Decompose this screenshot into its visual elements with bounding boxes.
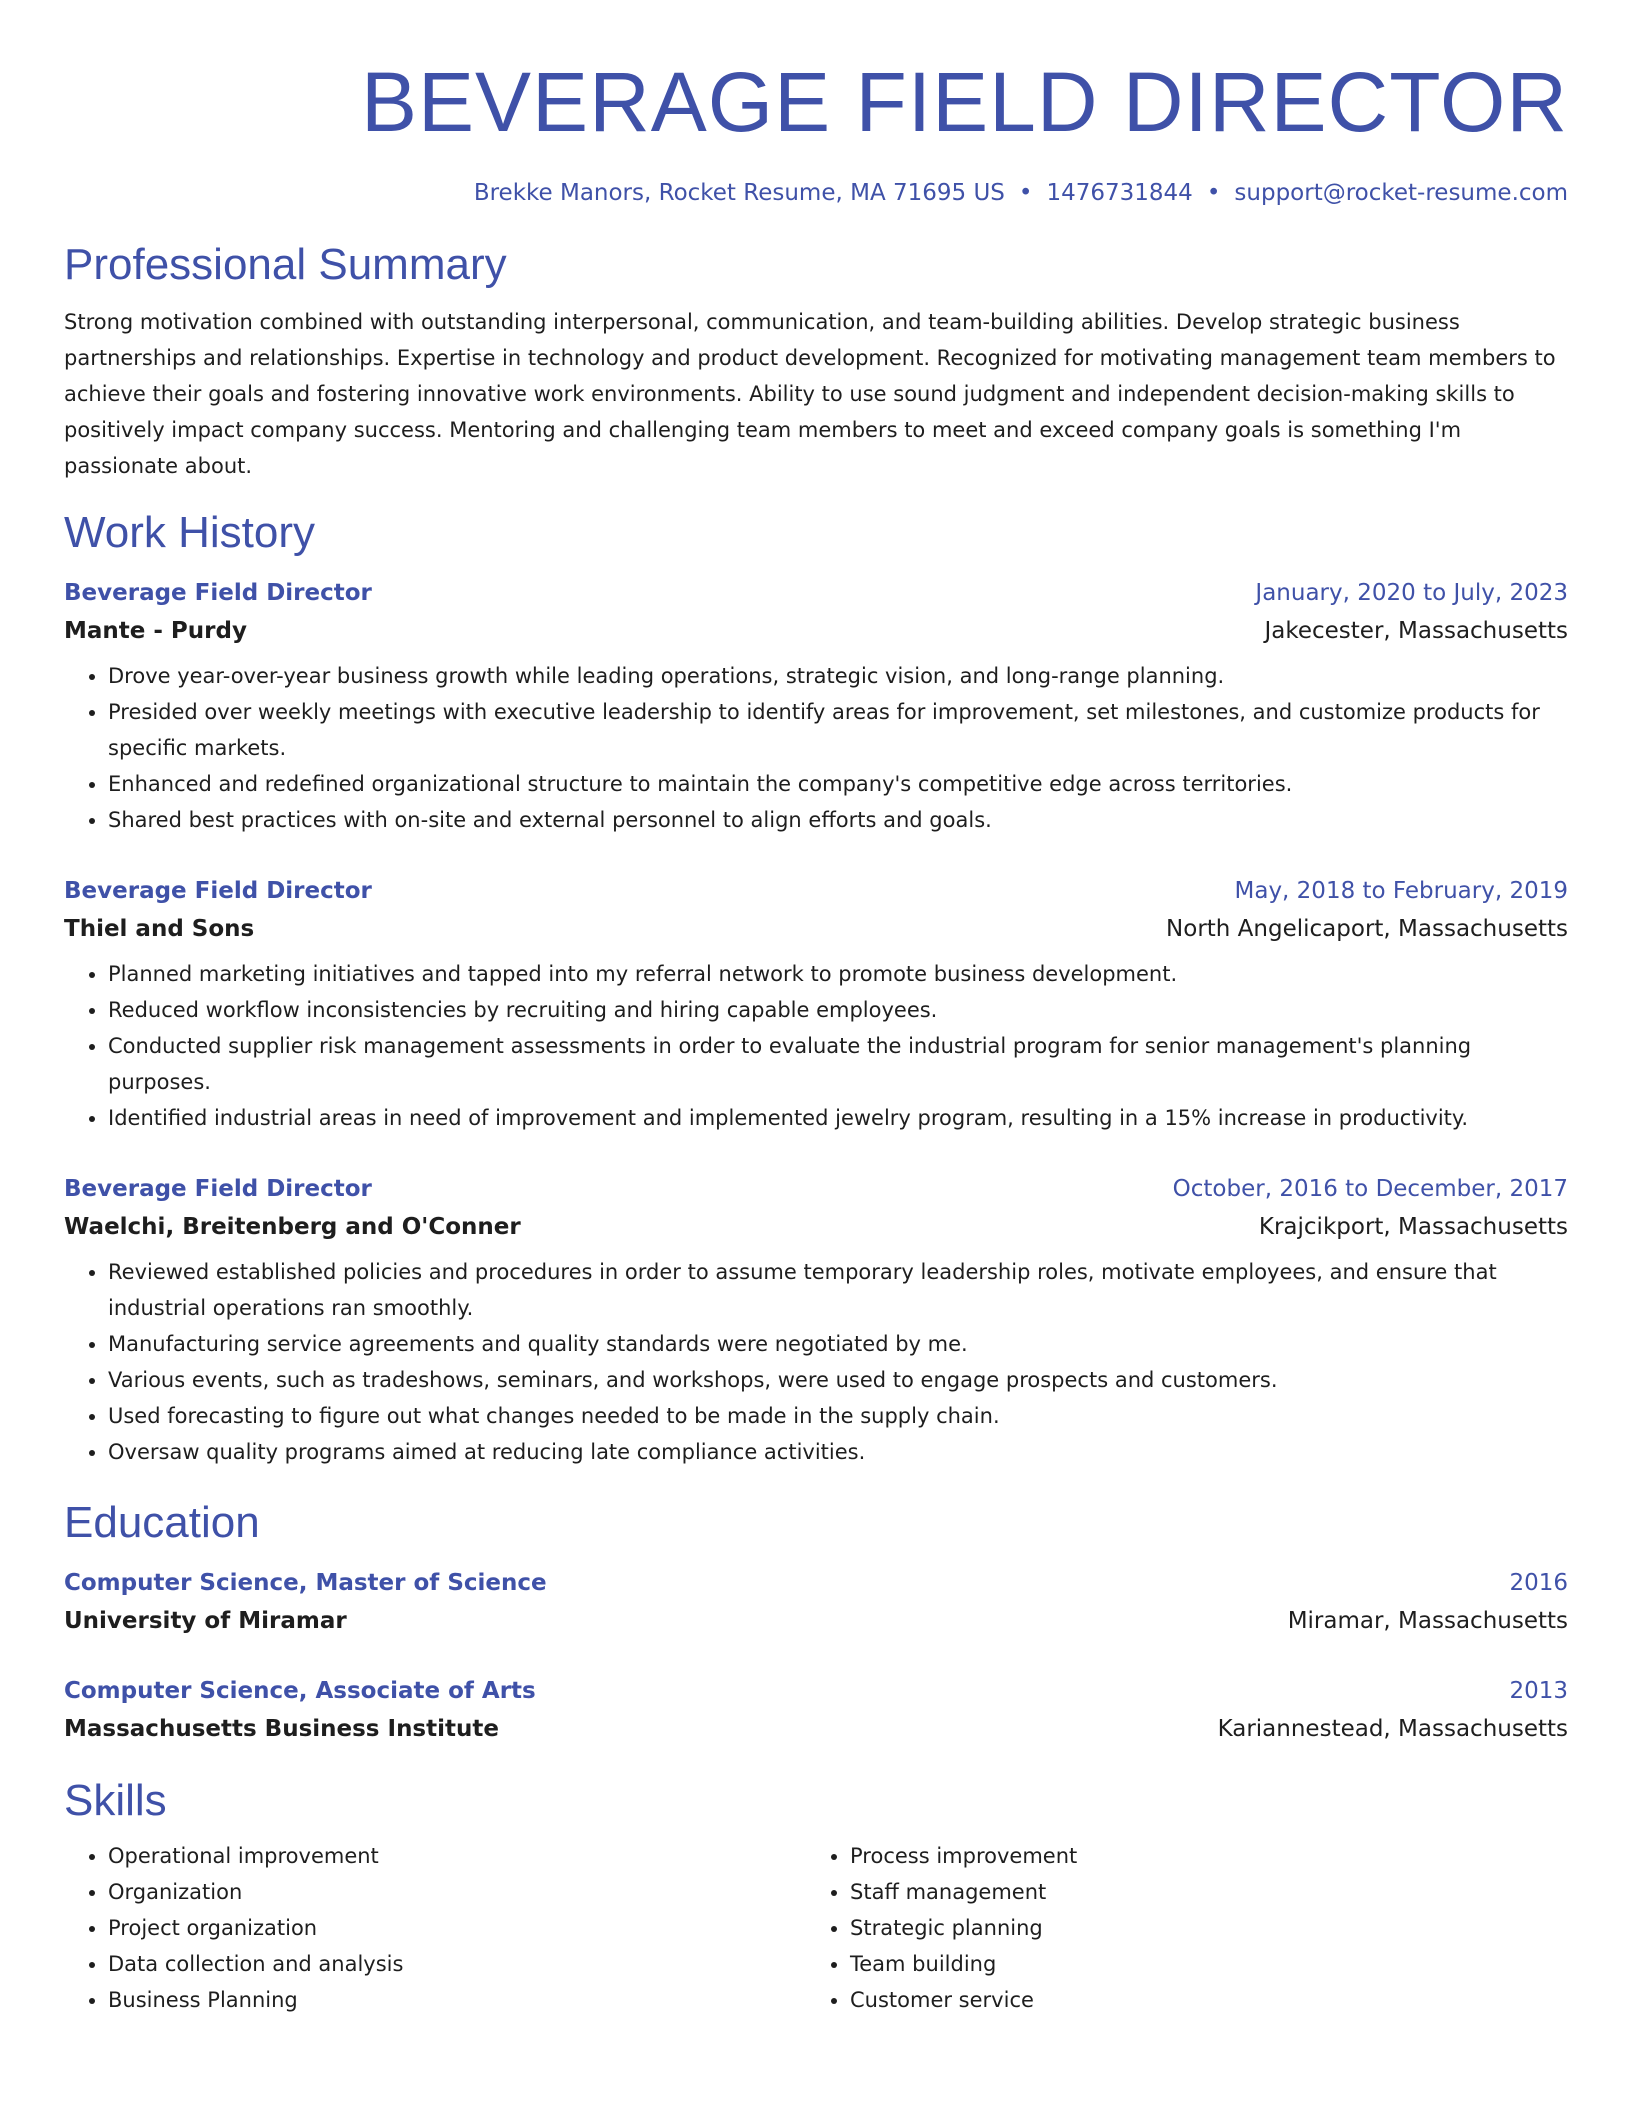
summary-section (64, 238, 1568, 484)
summary-text: Strong motivation combined with outstanding interpersonal, communication, and team-building abilities. Develop strategic business partnerships and relationships. Expertise in technology and product development. Recognized for motivating management team members to achieve their goals and fostering innovative work environments. Ability to use sound judgment and independent decision-making skills to positively impact company success. Mentoring and challenging team members to meet and exceed company goals is something I'm passionate about. (64, 310, 1556, 478)
skill-item: • Project organization (108, 1910, 806, 1946)
list-item: • Presided over weekly meetings with executive leadership to identify areas for improvement, set milestones, and customize products for specific markets. (108, 694, 1568, 766)
job-location: North Angelicaport, Massachusetts (1166, 916, 1568, 942)
skill-item: • Team building (850, 1946, 1548, 1982)
school-name: University of Miramar (64, 1608, 347, 1634)
work-entry (64, 1170, 1568, 1470)
candidate-title: BEVERAGE FIELD DIRECTOR (360, 55, 1568, 149)
list-item: • Reviewed established policies and procedures in order to assume temporary leadership roles, motivate employees, and ensure that industrial operations ran smoothly. (108, 1254, 1568, 1326)
contact-email[interactable]: support@rocket-resume.com (1234, 180, 1568, 206)
job-bullets (64, 1254, 1568, 1470)
company-name: Mante - Purdy (64, 618, 247, 644)
list-item: • Drove year-over-year business growth while leading operations, strategic vision, and long-range planning. (108, 658, 1568, 694)
contact-separator: • (1206, 180, 1221, 206)
contact-separator: • (1018, 180, 1033, 206)
skills-section (64, 1774, 1568, 2018)
job-location: Krajcikport, Massachusetts (1258, 1214, 1568, 1240)
degree-name: Computer Science, Associate of Arts (64, 1678, 536, 1704)
skills-column-left (64, 1838, 806, 2018)
job-bullets (64, 658, 1568, 838)
company-name: Waelchi, Breitenberg and O'Conner (64, 1214, 521, 1240)
skill-item: • Process improvement (850, 1838, 1548, 1874)
graduation-year: 2013 (1509, 1678, 1568, 1704)
list-item: • Used forecasting to figure out what changes needed to be made in the supply chain. (108, 1398, 1568, 1434)
skill-item: • Staff management (850, 1874, 1548, 1910)
job-dates: October, 2016 to December, 2017 (1172, 1176, 1568, 1202)
work-entry (64, 574, 1568, 838)
contact-line (64, 178, 1568, 208)
work-history-section (64, 506, 1568, 1470)
skill-item: • Data collection and analysis (108, 1946, 806, 1982)
job-dates: May, 2018 to February, 2019 (1234, 878, 1568, 904)
list-item: • Oversaw quality programs aimed at reducing late compliance activities. (108, 1434, 1568, 1470)
skill-item: • Organization (108, 1874, 806, 1910)
job-dates: January, 2020 to July, 2023 (1255, 580, 1568, 606)
list-item: • Conducted supplier risk management assessments in order to evaluate the industrial program for senior management's planning purposes. (108, 1028, 1568, 1100)
skills-heading: Skills (64, 1776, 167, 1825)
job-title: Beverage Field Director (64, 1176, 372, 1202)
skills-column-right (806, 1838, 1548, 2018)
school-location: Miramar, Massachusetts (1287, 1608, 1568, 1634)
list-item: • Various events, such as tradeshows, seminars, and workshops, were used to engage prospects and customers. (108, 1362, 1568, 1398)
list-item: • Planned marketing initiatives and tapped into my referral network to promote business development. (108, 956, 1568, 992)
resume-header (64, 52, 1568, 208)
degree-name: Computer Science, Master of Science (64, 1570, 547, 1596)
job-title: Beverage Field Director (64, 580, 372, 606)
list-item: • Shared best practices with on-site and external personnel to align efforts and goals. (108, 802, 1568, 838)
school-location: Kariannestead, Massachusetts (1217, 1716, 1568, 1742)
job-title: Beverage Field Director (64, 878, 372, 904)
skill-item: • Operational improvement (108, 1838, 806, 1874)
list-item: • Identified industrial areas in need of improvement and implemented jewelry program, resulting in a 15% increase in productivity. (108, 1100, 1568, 1136)
list-item: • Reduced workflow inconsistencies by recruiting and hiring capable employees. (108, 992, 1568, 1028)
contact-phone: 1476731844 (1046, 180, 1193, 206)
skill-item: • Strategic planning (850, 1910, 1548, 1946)
education-heading: Education (64, 1498, 260, 1547)
skills-grid (64, 1838, 1568, 2018)
work-history-heading: Work History (64, 508, 315, 557)
job-bullets (64, 956, 1568, 1136)
skill-item: • Customer service (850, 1982, 1548, 2018)
education-entry (64, 1564, 1568, 1640)
company-name: Thiel and Sons (64, 916, 255, 942)
work-entry (64, 872, 1568, 1136)
list-item: • Enhanced and redefined organizational structure to maintain the company's competitive edge across territories. (108, 766, 1568, 802)
graduation-year: 2016 (1509, 1570, 1568, 1596)
school-name: Massachusetts Business Institute (64, 1716, 499, 1742)
skill-item: • Business Planning (108, 1982, 806, 2018)
education-section (64, 1496, 1568, 1748)
job-location: Jakecester, Massachusetts (1264, 618, 1568, 644)
contact-address: Brekke Manors, Rocket Resume, MA 71695 US (473, 180, 1005, 206)
education-entry (64, 1672, 1568, 1748)
list-item: • Manufacturing service agreements and quality standards were negotiated by me. (108, 1326, 1568, 1362)
summary-heading: Professional Summary (64, 240, 507, 289)
